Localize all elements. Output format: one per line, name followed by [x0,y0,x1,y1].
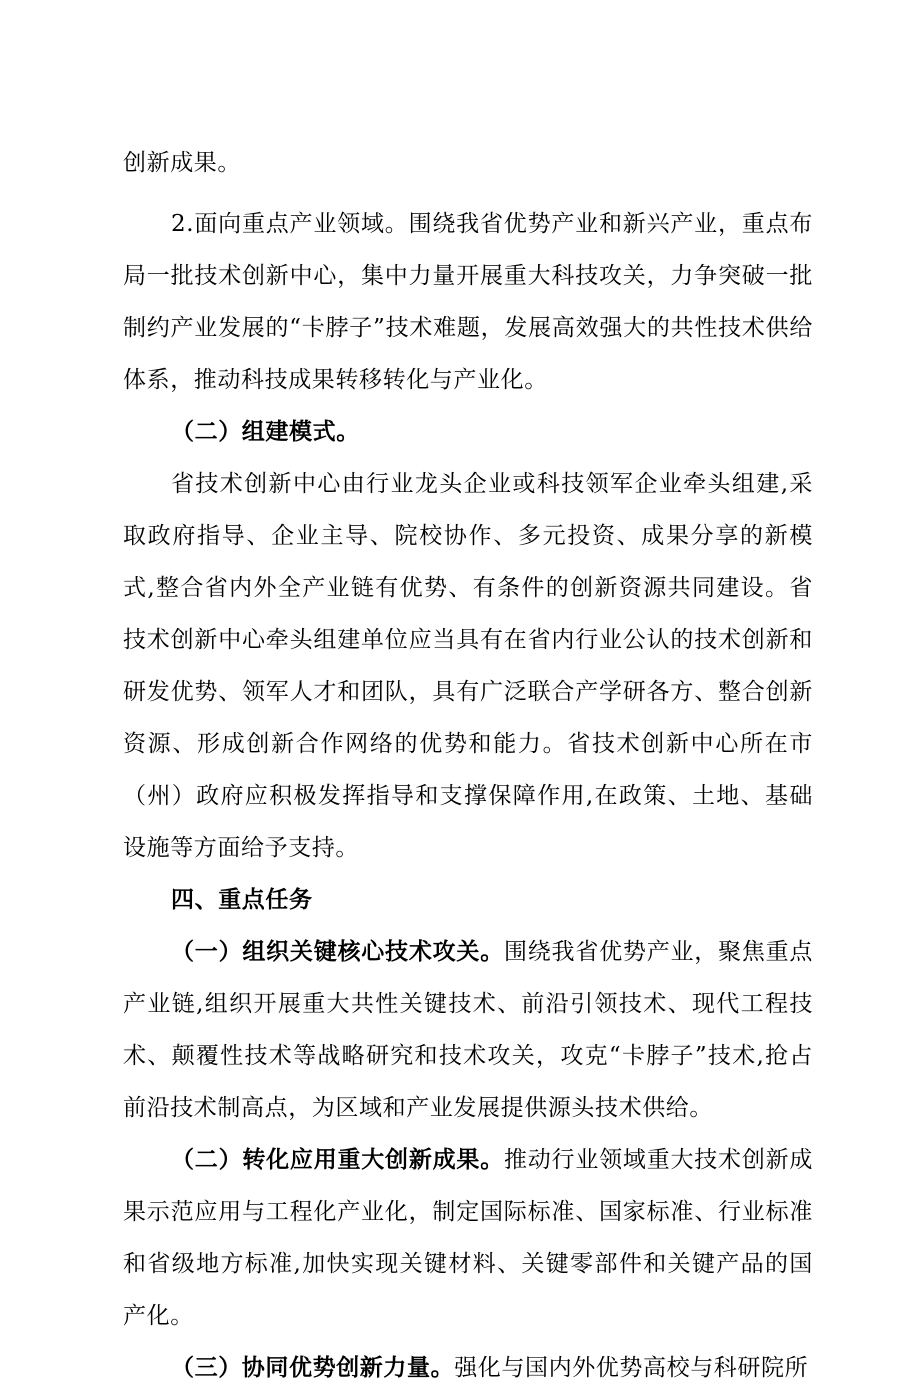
paragraph-task-3 [123,1342,813,1394]
paragraph-continuation [123,137,813,189]
paragraph-lead: （二）转化应用重大创新成果。 [171,1147,504,1173]
paragraph-text: 创新成果。 [123,150,241,176]
paragraph-task-2 [123,1134,813,1342]
paragraph-lead: （三）协同优势创新力量。 [171,1355,455,1381]
paragraph-organization-mode [123,458,813,874]
paragraph-text: 推动行业领域重大技术创新成果示范应用与工程化产业化，制定国际标准、国家标准、行业标准和省级地方标准,加快实现关键材料、关键零部件和关键产品的国产化。 [123,1147,813,1329]
paragraph-task-1 [123,926,813,1134]
paragraph-text: 2.面向重点产业领域。围绕我省优势产业和新兴产业，重点布局一批技术创新中心，集中力量开展重大科技攻关，力争突破一批制约产业发展的“卡脖子”技术难题，发展高效强大的共性技术供给体系，推动科技成果转移转化与产业化。 [123,211,813,393]
paragraph-text: 强化与国内外优势高校与科研院所 [454,1355,809,1381]
section-heading-key-tasks [123,874,813,926]
section-heading-organization-mode [123,406,813,458]
paragraph-text: 省技术创新中心由行业龙头企业或科技领军企业牵头组建,采取政府指导、企业主导、院校协作、多元投资、成果分享的新模式,整合省内外全产业链有优势、有条件的创新资源共同建设。省技术创新中心牵头组建单位应当具有在省内行业公认的技术创新和研发优势、领军人才和团队，具有广泛联合产学研各方、整合创新资源、形成创新合作网络的优势和能力。省技术创新中心所在市（州）政府应积极发挥指导和支撑保障作用,在政策、土地、基础设施等方面给予支持。 [123,471,813,861]
paragraph-text: 围绕我省优势产业，聚焦重点产业链,组织开展重大共性关键技术、前沿引领技术、现代工程技术、颠覆性技术等战略研究和技术攻关，攻克“卡脖子”技术,抢占前沿技术制高点，为区域和产业发展提供源头技术供给。 [123,939,813,1121]
heading-text: 四、重点任务 [171,887,313,913]
paragraph-lead: （一）组织关键核心技术攻关。 [171,939,504,965]
paragraph-industry-focus [123,198,813,406]
heading-text: （二）组建模式。 [171,419,360,445]
document-body [123,137,813,1394]
